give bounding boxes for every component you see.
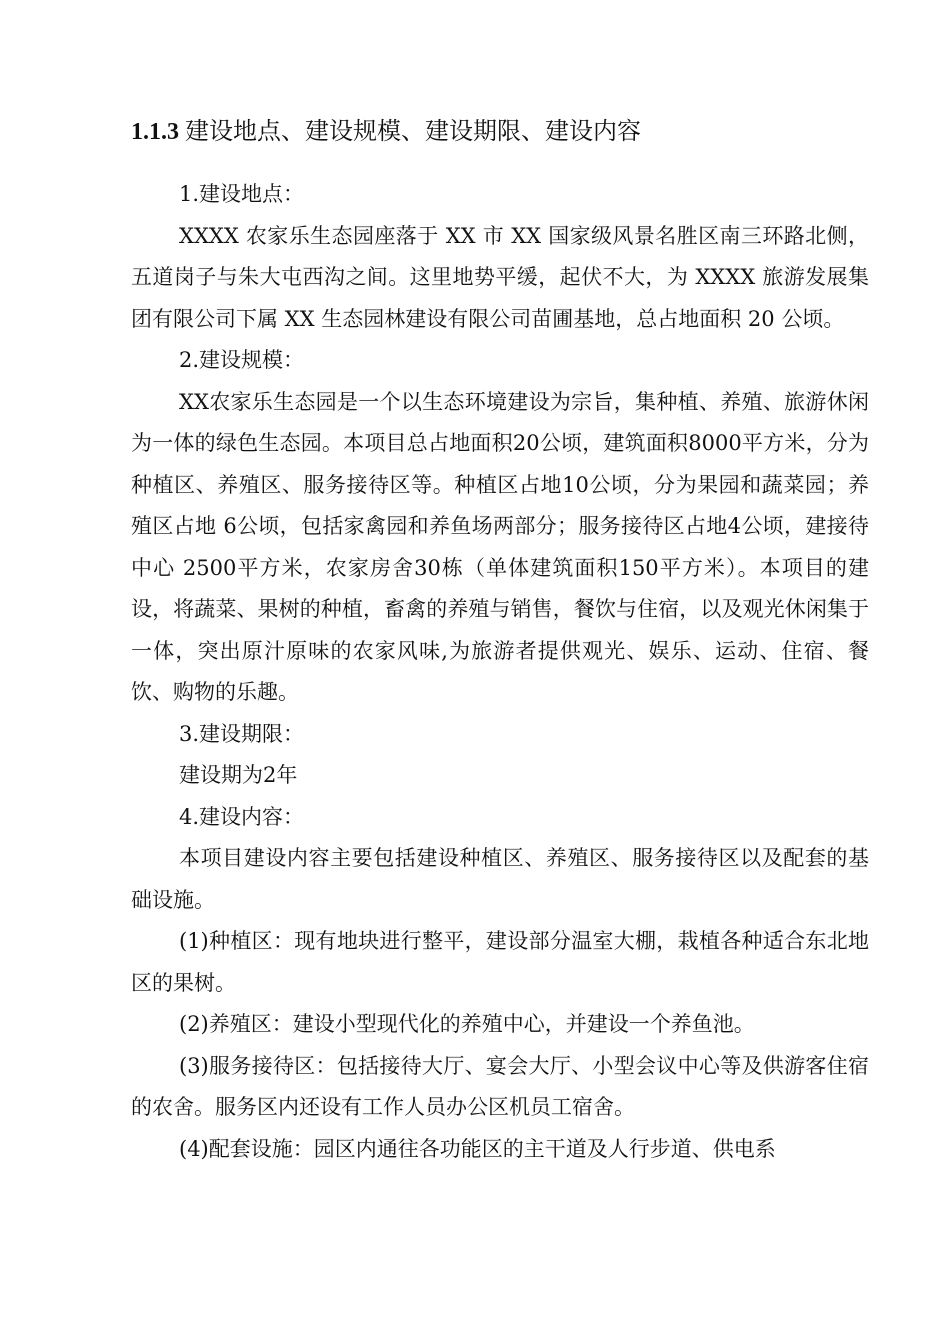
list-item-breeding: (2)养殖区：建设小型现代化的养殖中心，并建设一个养鱼池。 <box>179 1012 755 1036</box>
list-item-planting: (1)种植区：现有地块进行整平，建设部分温室大棚，栽植各种适合东北地区的果树。 <box>131 929 869 995</box>
list-item-service: (3)服务接待区：包括接待大厅、宴会大厅、小型会议中心等及供游客住宿的农舍。服务区内还设有工作人员办公区机员工宿舍。 <box>131 1053 869 1119</box>
paragraph-location: XXXX 农家乐生态园座落于 XX 市 XX 国家级风景名胜区南三环路北侧，五道岗子与朱大屯西沟之间。这里地势平缓，起伏不大，为 XXXX 旅游发展集团有限公司下属 XX 生态园林建设有限公司苗圃基地，总占地面积 20 公顷。 <box>131 223 869 331</box>
paragraph-scale: XX农家乐生态园是一个以生态环境建设为宗旨，集种植、养殖、旅游休闲为一体的绿色生态园。本项目总占地面积20公顷，建筑面积8000平方米，分为种植区、养殖区、服务接待区等。种植区占地10公顷，分为果园和蔬菜园；养殖区占地 6公顷，包括家禽园和养鱼场两部分；服务接待区占地4公顷，建接待中心 2500平方米，农家房舍30栋（单体建筑面积150平方米）。本项目的建设，将蔬菜、果树的种植，畜禽的养殖与销售，餐饮与住宿，以及观光休闲集于一体，突出原汁原味的农家风味,为旅游者提供观光、娱乐、运动、住宿、餐饮、购物的乐趣。 <box>131 389 869 704</box>
section-number: 1.1.3 <box>131 119 179 145</box>
subheading-scale: 2.建设规模： <box>179 348 305 372</box>
list-item-facilities: (4)配套设施：园区内通往各功能区的主干道及人行步道、供电系 <box>179 1136 776 1161</box>
section-title: 建设地点、建设规模、建设期限、建设内容 <box>185 117 641 145</box>
subheading-content: 4.建设内容： <box>179 804 305 829</box>
subheading-period: 3.建设期限： <box>179 721 305 746</box>
section-heading <box>131 114 641 149</box>
subheading-location: 1.建设地点： <box>179 182 305 206</box>
body-text <box>131 174 869 1170</box>
paragraph-period: 建设期为2年 <box>179 763 298 787</box>
paragraph-content: 本项目建设内容主要包括建设种植区、养殖区、服务接待区以及配套的基础设施。 <box>131 846 869 912</box>
